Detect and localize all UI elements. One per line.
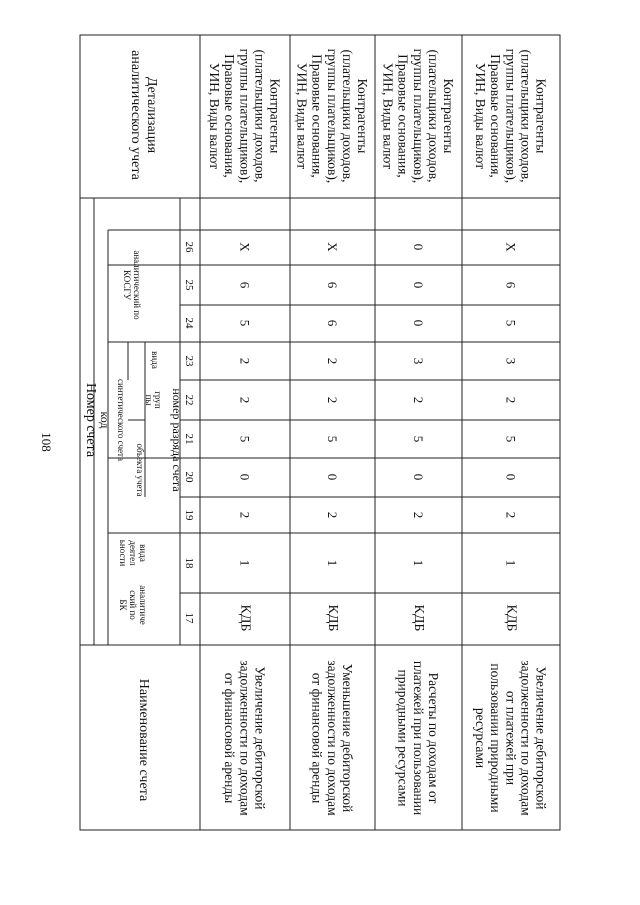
digit-number-24: 24 [183, 317, 195, 329]
row-digit-20: 0 [237, 473, 253, 481]
row-detail: Контрагенты(плательщики доходов,группы плательщиков),Правовые основания,УИН, Виды валют [473, 48, 549, 184]
header-analytical-kosgu: аналитический поКОСГУ [122, 250, 142, 320]
row-digit-20: 0 [325, 473, 340, 481]
row-account-name: Расчеты по доходам отплатежей при пользованииприродными ресурсами [395, 660, 441, 816]
row-account-name: Увеличение дебиторскойзадолженности по доходамот платежей припользовании природнымиресурсами [473, 660, 549, 816]
digit-number-20: 20 [183, 471, 195, 483]
row-digit-18: 1 [237, 559, 253, 567]
row-digit-25: 6 [325, 281, 340, 289]
row-digit-26: Х [503, 242, 519, 252]
row-digit-18: 1 [325, 559, 340, 567]
row-digit-24: 6 [325, 319, 340, 327]
row-detail: Контрагенты(плательщики доходов,группы плательщиков),Правовые основания,УИН, Виды валют [294, 48, 371, 184]
digit-number-19: 19 [183, 509, 195, 521]
header-account-object: объекта учета [135, 443, 145, 497]
digit-number-22: 22 [183, 394, 195, 406]
row-digit-20: 0 [411, 473, 426, 481]
table-header [83, 50, 195, 802]
header-detail: Детализацияаналитического учета [128, 50, 159, 180]
row-digit-19: 2 [503, 511, 519, 519]
digit-number-21: 21 [183, 433, 195, 445]
row-digit-22: 2 [325, 396, 340, 404]
row-account-name: Уменьшение дебиторскойзадолженности по доходамот финансовой аренды [309, 660, 355, 816]
row-digit-20: 0 [503, 473, 519, 481]
row-digit-17: КДБ [411, 604, 426, 632]
row-digit-17: КДБ [325, 604, 340, 632]
row-digit-25: 0 [411, 281, 426, 289]
row-digit-26: Х [325, 242, 340, 252]
row-digit-23: 2 [237, 357, 253, 365]
digit-number-18: 18 [183, 557, 195, 569]
row-digit-25: 6 [503, 281, 519, 289]
table-row [207, 49, 282, 816]
row-digit-22: 2 [237, 396, 253, 404]
digit-number-26: 26 [183, 241, 195, 253]
row-digit-22: 2 [411, 396, 426, 404]
digit-number-25: 25 [183, 279, 195, 291]
row-digit-26: Х [237, 242, 253, 252]
row-digit-24: 5 [503, 319, 519, 327]
page-number: 108 [39, 432, 54, 452]
row-digit-26: 0 [411, 243, 426, 251]
row-digit-19: 2 [325, 511, 340, 519]
table-row [473, 49, 548, 816]
row-digit-23: 3 [503, 357, 519, 365]
row-digit-17: КДБ [503, 604, 519, 632]
header-group: группы [144, 391, 163, 409]
table-body [207, 49, 548, 816]
header-analytical-bk: аналитический поБК [118, 585, 148, 625]
row-digit-21: 5 [325, 435, 340, 443]
row-digit-23: 2 [325, 357, 340, 365]
row-digit-22: 2 [503, 396, 519, 404]
table-row [381, 49, 456, 816]
row-digit-18: 1 [503, 559, 519, 567]
row-digit-19: 2 [237, 511, 253, 519]
row-digit-24: 0 [411, 319, 426, 327]
row-digit-19: 2 [411, 511, 426, 519]
row-digit-21: 5 [237, 435, 253, 443]
header-account-number: Номер счета [83, 382, 98, 458]
row-digit-18: 1 [411, 559, 426, 567]
row-digit-21: 5 [503, 435, 519, 443]
table-row [295, 49, 370, 816]
header-synthetic-account: синтетического счета [116, 378, 126, 462]
digit-number-17: 17 [183, 612, 195, 624]
row-digit-24: 5 [237, 319, 253, 327]
row-account-name: Увеличение дебиторскойзадолженности по доходамот финансовой аренды [222, 660, 268, 816]
row-digit-21: 5 [411, 435, 426, 443]
header-kind: вида [150, 351, 160, 369]
row-detail: Контрагенты(плательщики доходов,группы плательщиков),Правовые основания,УИН, Виды валют [380, 48, 457, 184]
row-digit-23: 3 [411, 357, 426, 365]
row-digit-17: КДБ [237, 604, 253, 632]
header-account-name: Наименование счета [136, 678, 151, 802]
header-activity-kind: видадеятельности [118, 539, 148, 567]
row-digit-25: 6 [237, 281, 253, 289]
digit-numbers [183, 242, 195, 625]
row-detail: Контрагенты(плательщики доходов,группы плательщиков),Правовые основания,УИН, Виды валют [207, 48, 283, 184]
header-code: код [98, 411, 112, 429]
digit-number-23: 23 [183, 355, 195, 367]
header-digit-number: номер разряда счета [170, 388, 184, 492]
